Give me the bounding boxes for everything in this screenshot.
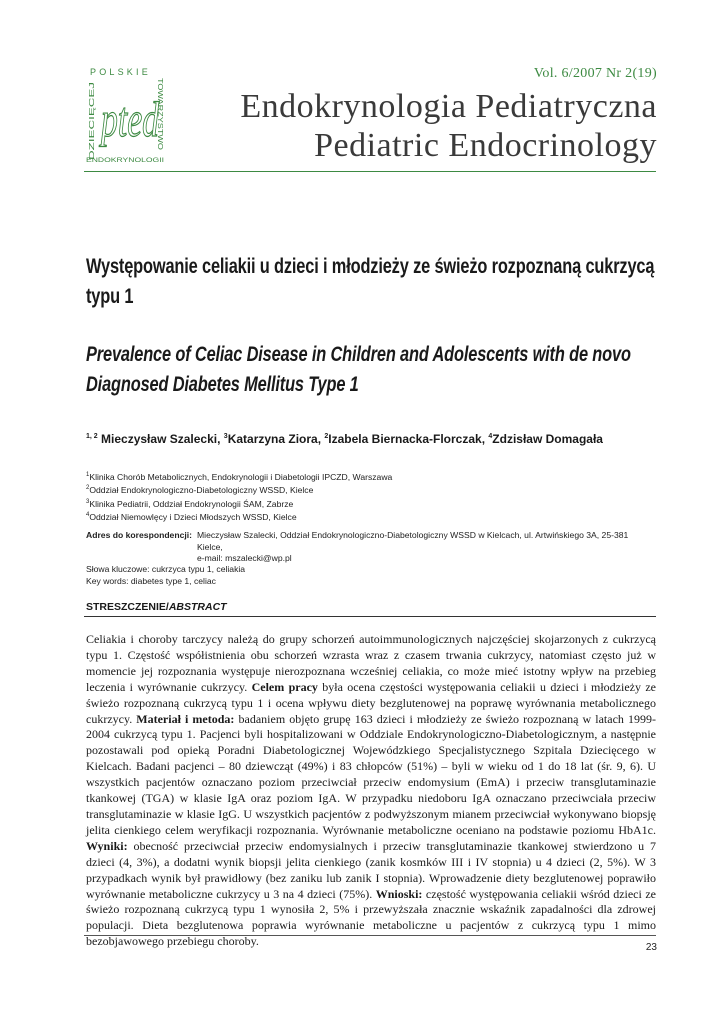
affiliation-list — [86, 470, 392, 524]
header-divider — [84, 171, 656, 172]
logo-bottom-text: ENDOKRYNOLOGII — [86, 157, 165, 164]
journal-logo — [84, 64, 168, 164]
article-title-en — [86, 340, 655, 400]
abstract-text: badaniem objęto grupę 163 dzieci i młodzieży ze świeżo rozpoznaną w latach 1999-2004 cukrzycą typu 1. Pacjenci byli hospitalizowani w Oddziale Endokrynologiczno-Diabetologicznym, a następnie pozostawali pod opieką Poradni Diabetologicznej Wojewódzkiego Specjalistycznego Szpitala Dziecięcego w Kielcach. Badani pacjenci – 80 dziewcząt (49%) i 83 chłopców (51%) – byli w wieku od 1 do 18 lat (śr. 9, 6). U wszystkich pacjentów oznaczano poziom przeciwciał przeciw endomysium (EmA) i przeciw transglutaminazie tkankowej (TGA) w klasie IgA oraz poziom IgA. W przypadku niedoboru IgA oznaczano przeciwciała przeciw transglutaminazie w klasie IgG. U wszystkich pacjentów z podwyższonym mianem przeciwciał wykonywano biopsję jelita cienkiego celem weryfikacji rozpoznania. Wyrównanie metaboliczne oceniano na podstawie poziomu HbA1c. — [86, 711, 656, 837]
correspondence-address — [197, 530, 637, 565]
page-number: 23 — [645, 942, 657, 953]
abstract-section-label: Wnioski: — [375, 886, 423, 901]
abstract-section-label: Celem pracy — [251, 679, 318, 694]
abstract-section-label: Wyniki: — [86, 838, 128, 853]
abstract-divider — [84, 616, 656, 617]
affiliation-item — [86, 483, 392, 496]
keywords — [86, 564, 245, 587]
affiliation-sup: 1 — [86, 472, 90, 478]
abstract-text: Celiakia i choroby tarczycy należą do grupy schorzeń autoimmunologicznych najczęściej skojarzonych z cukrzycą typu 1. Częstość współistnienia obu schorzeń wzrasta wraz z czasem trwania cukrzycy, natomiast często już w momencie jej rozpoznania występuje nierozpoznana wcześniej celiakia, co może mieć istotny wpływ na przebieg leczenia i wyrównanie cukrzycy. — [86, 632, 656, 694]
affiliation-item — [86, 470, 392, 483]
abstract-heading-en: ABSTRACT — [168, 601, 227, 613]
logo-left-text: DZIECIĘCEJ — [87, 115, 96, 160]
correspondence-email: e-mail: mszalecki@wp.pl — [197, 553, 292, 564]
abstract-body — [86, 632, 656, 950]
author-list — [86, 432, 603, 446]
journal-title-en: Pediatric Endocrinology — [314, 127, 657, 164]
affiliation-item — [86, 497, 392, 510]
correspondence-label: Adres do korespondencji: — [86, 530, 193, 540]
affiliation-text: Oddział Endokrynologiczno-Diabetologiczny WSSD, Kielce — [89, 485, 314, 496]
author-affil-sup: 1, 2 — [86, 433, 98, 440]
journal-volume: Vol. 6/2007 Nr 2(19) — [533, 66, 657, 81]
abstract-text: obecność przeciwciał przeciw endomysialnych i przeciw transglutaminazie tkankowej stwierdzono u 7 dzieci (4, 3%), a dodatni wynik biopsji jelita cienkiego (zanik kosmków III i IV stopnia) u 4 dzieci (2, 5%). W 3 przypadkach wynik był prawidłowy (bez zaniku lub zanik I stopnia). Wprowadzenie diety bezglutenowej poprawiło wyrównanie metaboliczne cukrzycy u 3 na 4 dzieci (75%). — [86, 838, 656, 901]
article-title-en-line2: Diagnosed Diabetes Mellitus Type 1 — [86, 373, 359, 396]
author-affil-sup: 4 — [488, 433, 493, 440]
abstract-text: częstość występowania celiakii wśród dzieci ze świeżo rozpoznaną cukrzycą typu 1 wynosiła 2, 5% i przewyższała znacznie wskaźnik zapadalności dla zdrowej populacji. Dieta bezglutenowa poprawia wyrównanie metaboliczne u pacjentów z cukrzycą typu 1 mimo bezobjawowego przebiegu choroby. — [86, 886, 657, 949]
journal-title-pl: Endokrynologia Pediatryczna — [240, 88, 657, 125]
author-name: Izabela Biernacka-Florczak, — [328, 432, 489, 446]
author-name: Zdzisław Domagała — [492, 432, 603, 446]
abstract-heading-pl: STRESZCZENIE/ — [86, 601, 169, 613]
affiliation-sup: 3 — [86, 498, 90, 505]
keywords-en: Key words: diabetes type 1, celiac — [86, 575, 216, 586]
affiliation-sup: 2 — [86, 485, 90, 492]
article-title-pl — [86, 252, 655, 312]
affiliation-sup: 4 — [86, 512, 90, 519]
article-title-pl-line1: Występowanie celiakii u dzieci i młodzieży ze świeżo rozpoznaną cukrzycą — [86, 255, 655, 278]
author-name: Mieczysław Szalecki, — [101, 432, 224, 446]
affiliation-text: Oddział Niemowlęcy i Dzieci Młodszych WSSD, Kielce — [89, 512, 297, 523]
author-affil-sup: 3 — [223, 433, 228, 440]
correspondence-line: Mieczysław Szalecki, Oddział Endokrynologiczno-Diabetologiczny WSSD w Kielcach, ul. Artwińskiego 3A, 25-381 Kielce, — [197, 530, 629, 552]
affiliation-item — [86, 510, 392, 523]
article-title-pl-line2: typu 1 — [86, 285, 134, 308]
article-title-en-line1: Prevalence of Celiac Disease in Children and Adolescents with de novo — [86, 343, 631, 366]
abstract-section-label: Materiał i metoda: — [136, 711, 235, 726]
pted-logo-mark — [84, 64, 168, 164]
keywords-pl: Słowa kluczowe: cukrzyca typu 1, celiakia — [86, 564, 246, 574]
author-affil-sup: 2 — [324, 433, 329, 440]
abstract-heading — [86, 601, 227, 613]
author-name: Katarzyna Ziora, — [227, 432, 325, 446]
affiliation-text: Klinika Chorób Metabolicznych, Endokrynologii i Diabetologii IPCZD, Warszawa — [89, 471, 393, 482]
affiliation-text: Klinika Pediatrii, Oddział Endokrynologii ŚAM, Zabrze — [89, 498, 294, 509]
logo-top-text: POLSKIE — [90, 67, 151, 77]
logo-monogram: pted — [98, 91, 160, 147]
logo-right-text: TOWARZYSTWO — [156, 78, 165, 136]
abstract-text: była ocena częstości występowania celiakii u dzieci i młodzieży ze świeżo rozpoznaną cukrzycą typu 1 i ocena wpływu diety bezglutenowej na poprawę wyrównania metabolicznego cukrzycy. — [86, 679, 657, 726]
footer-divider — [84, 935, 656, 936]
